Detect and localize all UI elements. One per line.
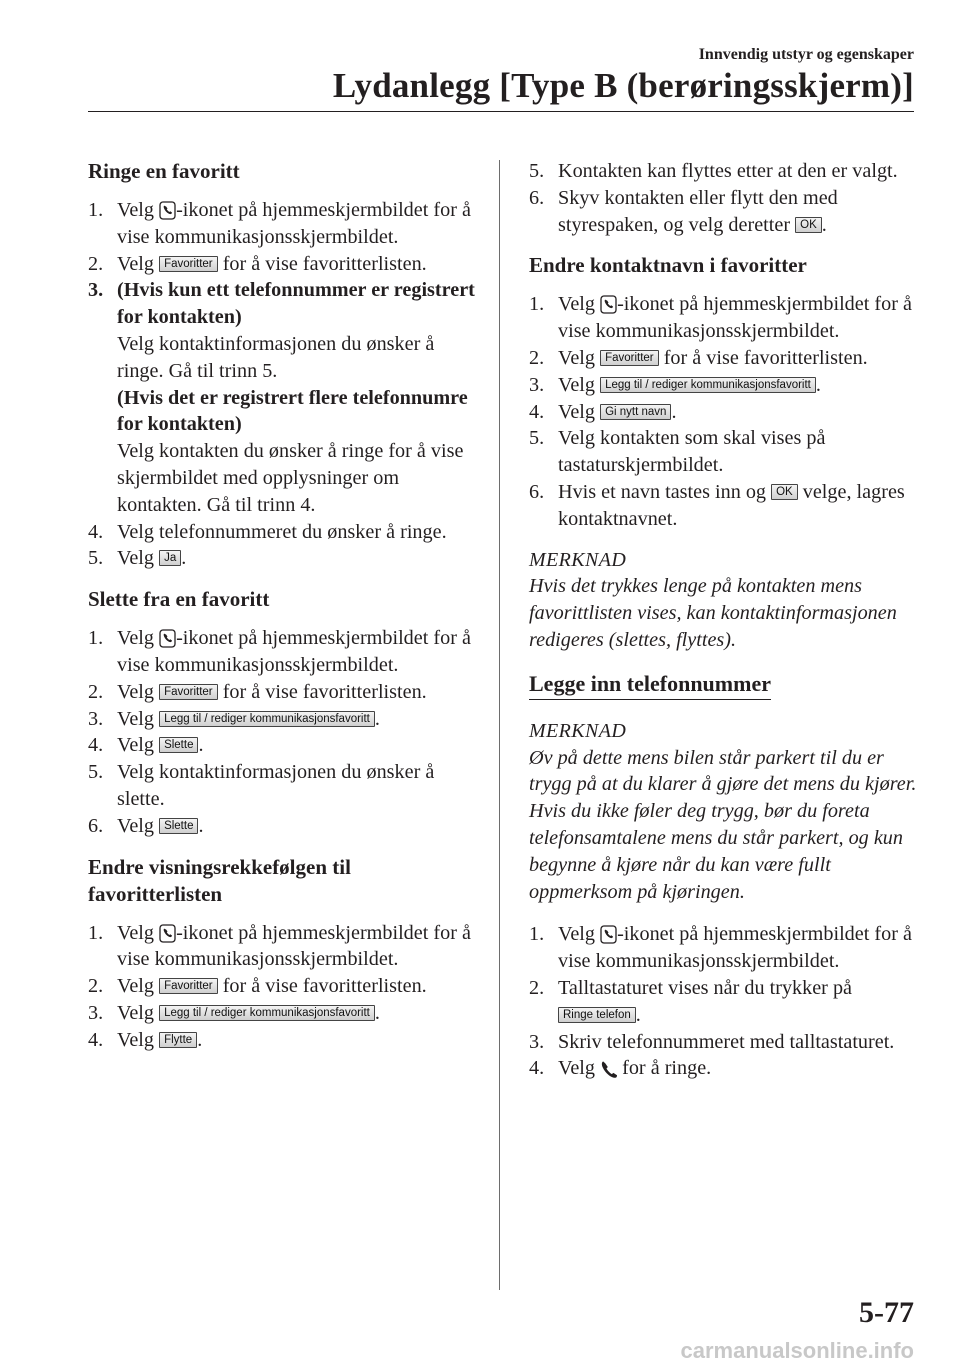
step-number: 1.: [88, 627, 104, 650]
favoritter-button[interactable]: Favoritter: [159, 978, 218, 994]
step-number: 2.: [88, 975, 104, 998]
step-number: 5.: [88, 547, 104, 570]
heading-legge-inn-telefonnummer: Legge inn telefonnummer: [529, 670, 771, 700]
step-text: Skriv telefonnummeret med talltastaturet.: [558, 1030, 895, 1053]
slette-button[interactable]: Slette: [159, 737, 198, 753]
list-item: [529, 158, 921, 185]
step-text: Velg kontaktinformasjonen du ønsker å slette.: [117, 761, 435, 810]
list-item: [88, 759, 483, 813]
ja-button[interactable]: Ja: [159, 550, 181, 566]
phone-screen-icon[interactable]: [159, 629, 176, 648]
legg-til-rediger-button[interactable]: Legg til / rediger kommunikasjonsfavoritt: [159, 1005, 375, 1021]
list-item: 5. Velg Ja .: [88, 545, 483, 572]
column-divider: [499, 160, 500, 1290]
note-title: MERKNAD: [529, 719, 627, 742]
list-item: [529, 291, 921, 345]
list-item: [88, 625, 483, 679]
velg-text: Velg: [117, 921, 155, 944]
favoritter-button[interactable]: Favoritter: [159, 684, 218, 700]
heading-endre-rekkefolge: Endre visningsrekkefølgen til favoritterlisten: [88, 854, 351, 906]
page-title: Lydanlegg [Type B (berøringsskjerm)]: [332, 66, 914, 105]
step-number: 2.: [529, 346, 545, 369]
phone-screen-icon[interactable]: [600, 925, 617, 944]
phone-handset-icon[interactable]: [600, 1059, 617, 1078]
legg-til-rediger-button[interactable]: Legg til / rediger kommunikasjonsfavoritt: [159, 711, 375, 727]
page-number: 5-77: [859, 1296, 914, 1329]
velg-text: Velg: [117, 252, 155, 275]
step-text: Velg kontakten som skal vises på tastaturskjermbildet.: [558, 427, 826, 477]
velg-text: Velg: [117, 707, 155, 730]
section-title: Innvendig utstyr og egenskaper: [698, 46, 914, 63]
note-text: Øv på dette mens bilen står parkert til du er trygg på at du klarer å gjøre det mens du kjører. Hvis du ikke føler deg trygg, bør du foreta telefonsamtalene mens du står parkert, og kun begynne å kjøre når du kan være fullt oppmerksom på kjøringen.: [529, 746, 917, 903]
velg-text: Velg: [117, 814, 155, 837]
list-item: 4. Velg Gi nytt navn .: [529, 399, 921, 426]
step-number: 4.: [529, 1057, 545, 1080]
phone-screen-icon[interactable]: [159, 924, 176, 943]
velg-text: Velg: [558, 1057, 596, 1080]
list-item: [88, 197, 483, 251]
step-number: 2.: [88, 252, 104, 275]
list-item: [88, 920, 483, 974]
step-number: 2.: [88, 680, 104, 703]
velg-text: Velg: [117, 734, 155, 757]
velg-text: Velg: [558, 400, 596, 423]
list-item: 3. Velg Legg til / rediger kommunikasjonsfavoritt .: [529, 372, 921, 399]
ringe-telefon-button[interactable]: Ringe telefon: [558, 1007, 636, 1023]
step-number: 4.: [88, 734, 104, 757]
list-item: [88, 519, 483, 546]
step-text: Velg telefonnummeret du ønsker å ringe.: [117, 520, 447, 543]
steps-ringe-favoritt: [88, 197, 483, 572]
list-item: [88, 679, 483, 706]
step-text: -ikonet på hjemmeskjermbildet for å vise kommunikasjonsskjermbildet.: [117, 921, 471, 971]
step-number: 5.: [529, 160, 545, 182]
step-number: 2.: [529, 976, 545, 999]
velg-text: Velg: [558, 293, 596, 316]
velg-text: Velg: [117, 547, 155, 570]
left-column: [88, 158, 483, 1068]
list-item: 3. Velg Legg til / rediger kommunikasjonsfavoritt .: [88, 1000, 483, 1027]
step-text: Hvis et navn tastes inn og: [558, 480, 767, 503]
step-number: 4.: [88, 520, 104, 543]
step-text: -ikonet på hjemmeskjermbildet for å vise kommunikasjonsskjermbildet.: [558, 293, 912, 343]
list-item: [529, 425, 921, 479]
condition-text: (Hvis det er registrert flere telefonnumre for kontakten): [117, 386, 468, 436]
phone-screen-icon[interactable]: [159, 201, 176, 220]
slette-button[interactable]: Slette: [159, 818, 198, 834]
velg-text: Velg: [117, 680, 155, 703]
velg-text: Velg: [117, 1028, 155, 1051]
velg-text: Velg: [117, 627, 155, 650]
favoritter-button[interactable]: Favoritter: [600, 350, 659, 366]
ok-button[interactable]: OK: [771, 484, 798, 500]
list-item: [529, 921, 921, 975]
velg-text: Velg: [558, 373, 596, 396]
step-number: 6.: [88, 814, 104, 837]
heading-endre-kontaktnavn: Endre kontaktnavn i favoritter: [529, 253, 807, 278]
step-number: 6.: [529, 480, 545, 503]
list-item: [529, 345, 921, 372]
list-item: 6. Skyv kontakten eller flytt den med styrespaken, og velg deretter OK .: [529, 186, 838, 236]
step-text: -ikonet på hjemmeskjermbildet for å vise kommunikasjonsskjermbildet.: [117, 199, 471, 248]
heading-ringe-favoritt: Ringe en favoritt: [88, 159, 240, 183]
velg-text: Velg: [117, 975, 155, 998]
list-item: 3. Velg Legg til / rediger kommunikasjonsfavoritt .: [88, 706, 483, 733]
step-number: 5.: [529, 427, 545, 450]
step-text: for å vise favoritterlisten.: [663, 346, 868, 369]
list-item: 4. Velg Flytte .: [88, 1027, 483, 1054]
legg-til-rediger-button[interactable]: Legg til / rediger kommunikasjonsfavoritt: [600, 377, 816, 393]
step-text: for å vise favoritterlisten.: [222, 975, 427, 998]
step-number: 4.: [529, 400, 545, 423]
list-item: [529, 479, 921, 533]
step-text: -ikonet på hjemmeskjermbildet for å vise kommunikasjonsskjermbildet.: [117, 627, 471, 676]
page-header: [0, 0, 960, 120]
step-text: Velg kontakten du ønsker å ringe for å vise skjermbildet med opplysninger om kontakten. Gå til trinn 4.: [117, 440, 464, 516]
note-text: Hvis det trykkes lenge på kontakten mens favorittlisten vises, kan kontaktinformasjonen redigeres (slettes, flyttes).: [529, 575, 897, 651]
velg-text: Velg: [117, 199, 155, 221]
step-number: 3.: [529, 1030, 545, 1053]
step-number: 4.: [88, 1028, 104, 1051]
steps-endre-kontaktnavn: [529, 291, 921, 532]
list-item: [529, 1029, 921, 1056]
phone-screen-icon[interactable]: [600, 295, 617, 314]
step-number: 6.: [529, 186, 545, 209]
steps-endre-rekkefolge: [88, 920, 483, 1054]
list-item: 6. Velg Slette .: [88, 813, 483, 840]
step-number: 3.: [88, 707, 104, 730]
list-item: [88, 251, 483, 278]
step-text: for å ringe.: [622, 1057, 712, 1080]
steps-slette-favoritt: [88, 625, 483, 839]
ok-button[interactable]: OK: [795, 217, 822, 233]
watermark: carmanualsonline.info: [680, 1338, 914, 1362]
note-title: MERKNAD: [529, 548, 627, 571]
step-number: 5.: [88, 761, 104, 784]
step-number: 1.: [529, 293, 545, 316]
list-item: [88, 277, 483, 518]
header-rule: [88, 111, 914, 112]
step-number: 3.: [88, 279, 104, 302]
step-number: 1.: [88, 199, 104, 221]
gi-nytt-navn-button[interactable]: Gi nytt navn: [600, 404, 671, 420]
step-text: Velg kontaktinformasjonen du ønsker å ringe. Gå til trinn 5.: [117, 332, 435, 382]
step-number: 3.: [529, 373, 545, 396]
list-item: 4. Velg Slette .: [88, 732, 483, 759]
step-number: 1.: [88, 921, 104, 944]
velg-text: Velg: [117, 1001, 155, 1024]
heading-slette-favoritt: Slette fra en favoritt: [88, 587, 270, 612]
step-number: 3.: [88, 1001, 104, 1024]
step-text: Talltastaturet vises når du trykker på: [558, 976, 853, 999]
right-column: [529, 158, 921, 1096]
velg-text: Velg: [558, 923, 596, 946]
steps-legge-inn-telefonnummer: [529, 921, 921, 1082]
step-text: for å vise favoritterlisten.: [222, 680, 427, 703]
velg-text: Velg: [558, 346, 596, 369]
list-item: [88, 973, 483, 1000]
step-text: Kontakten kan flyttes etter at den er valgt.: [558, 160, 898, 182]
step-text: velge, lagres kontaktnavnet.: [558, 480, 905, 530]
list-item: 2. Talltastaturet vises når du trykker på Ringe telefon .: [529, 976, 853, 1026]
step-text: Skyv kontakten eller flytt den med styrespaken, og velg deretter: [558, 186, 838, 236]
step-text: for å vise favoritterlisten.: [222, 252, 427, 275]
condition-text: (Hvis kun ett telefonnummer er registrert for kontakten): [117, 279, 475, 329]
step-number: 1.: [529, 923, 545, 946]
steps-endre-rekkefolge-cont: [529, 158, 921, 238]
flytte-button[interactable]: Flytte: [159, 1032, 197, 1048]
list-item: [529, 1055, 921, 1082]
step-text: -ikonet på hjemmeskjermbildet for å vise kommunikasjonsskjermbildet.: [558, 923, 912, 973]
favoritter-button[interactable]: Favoritter: [159, 256, 218, 272]
